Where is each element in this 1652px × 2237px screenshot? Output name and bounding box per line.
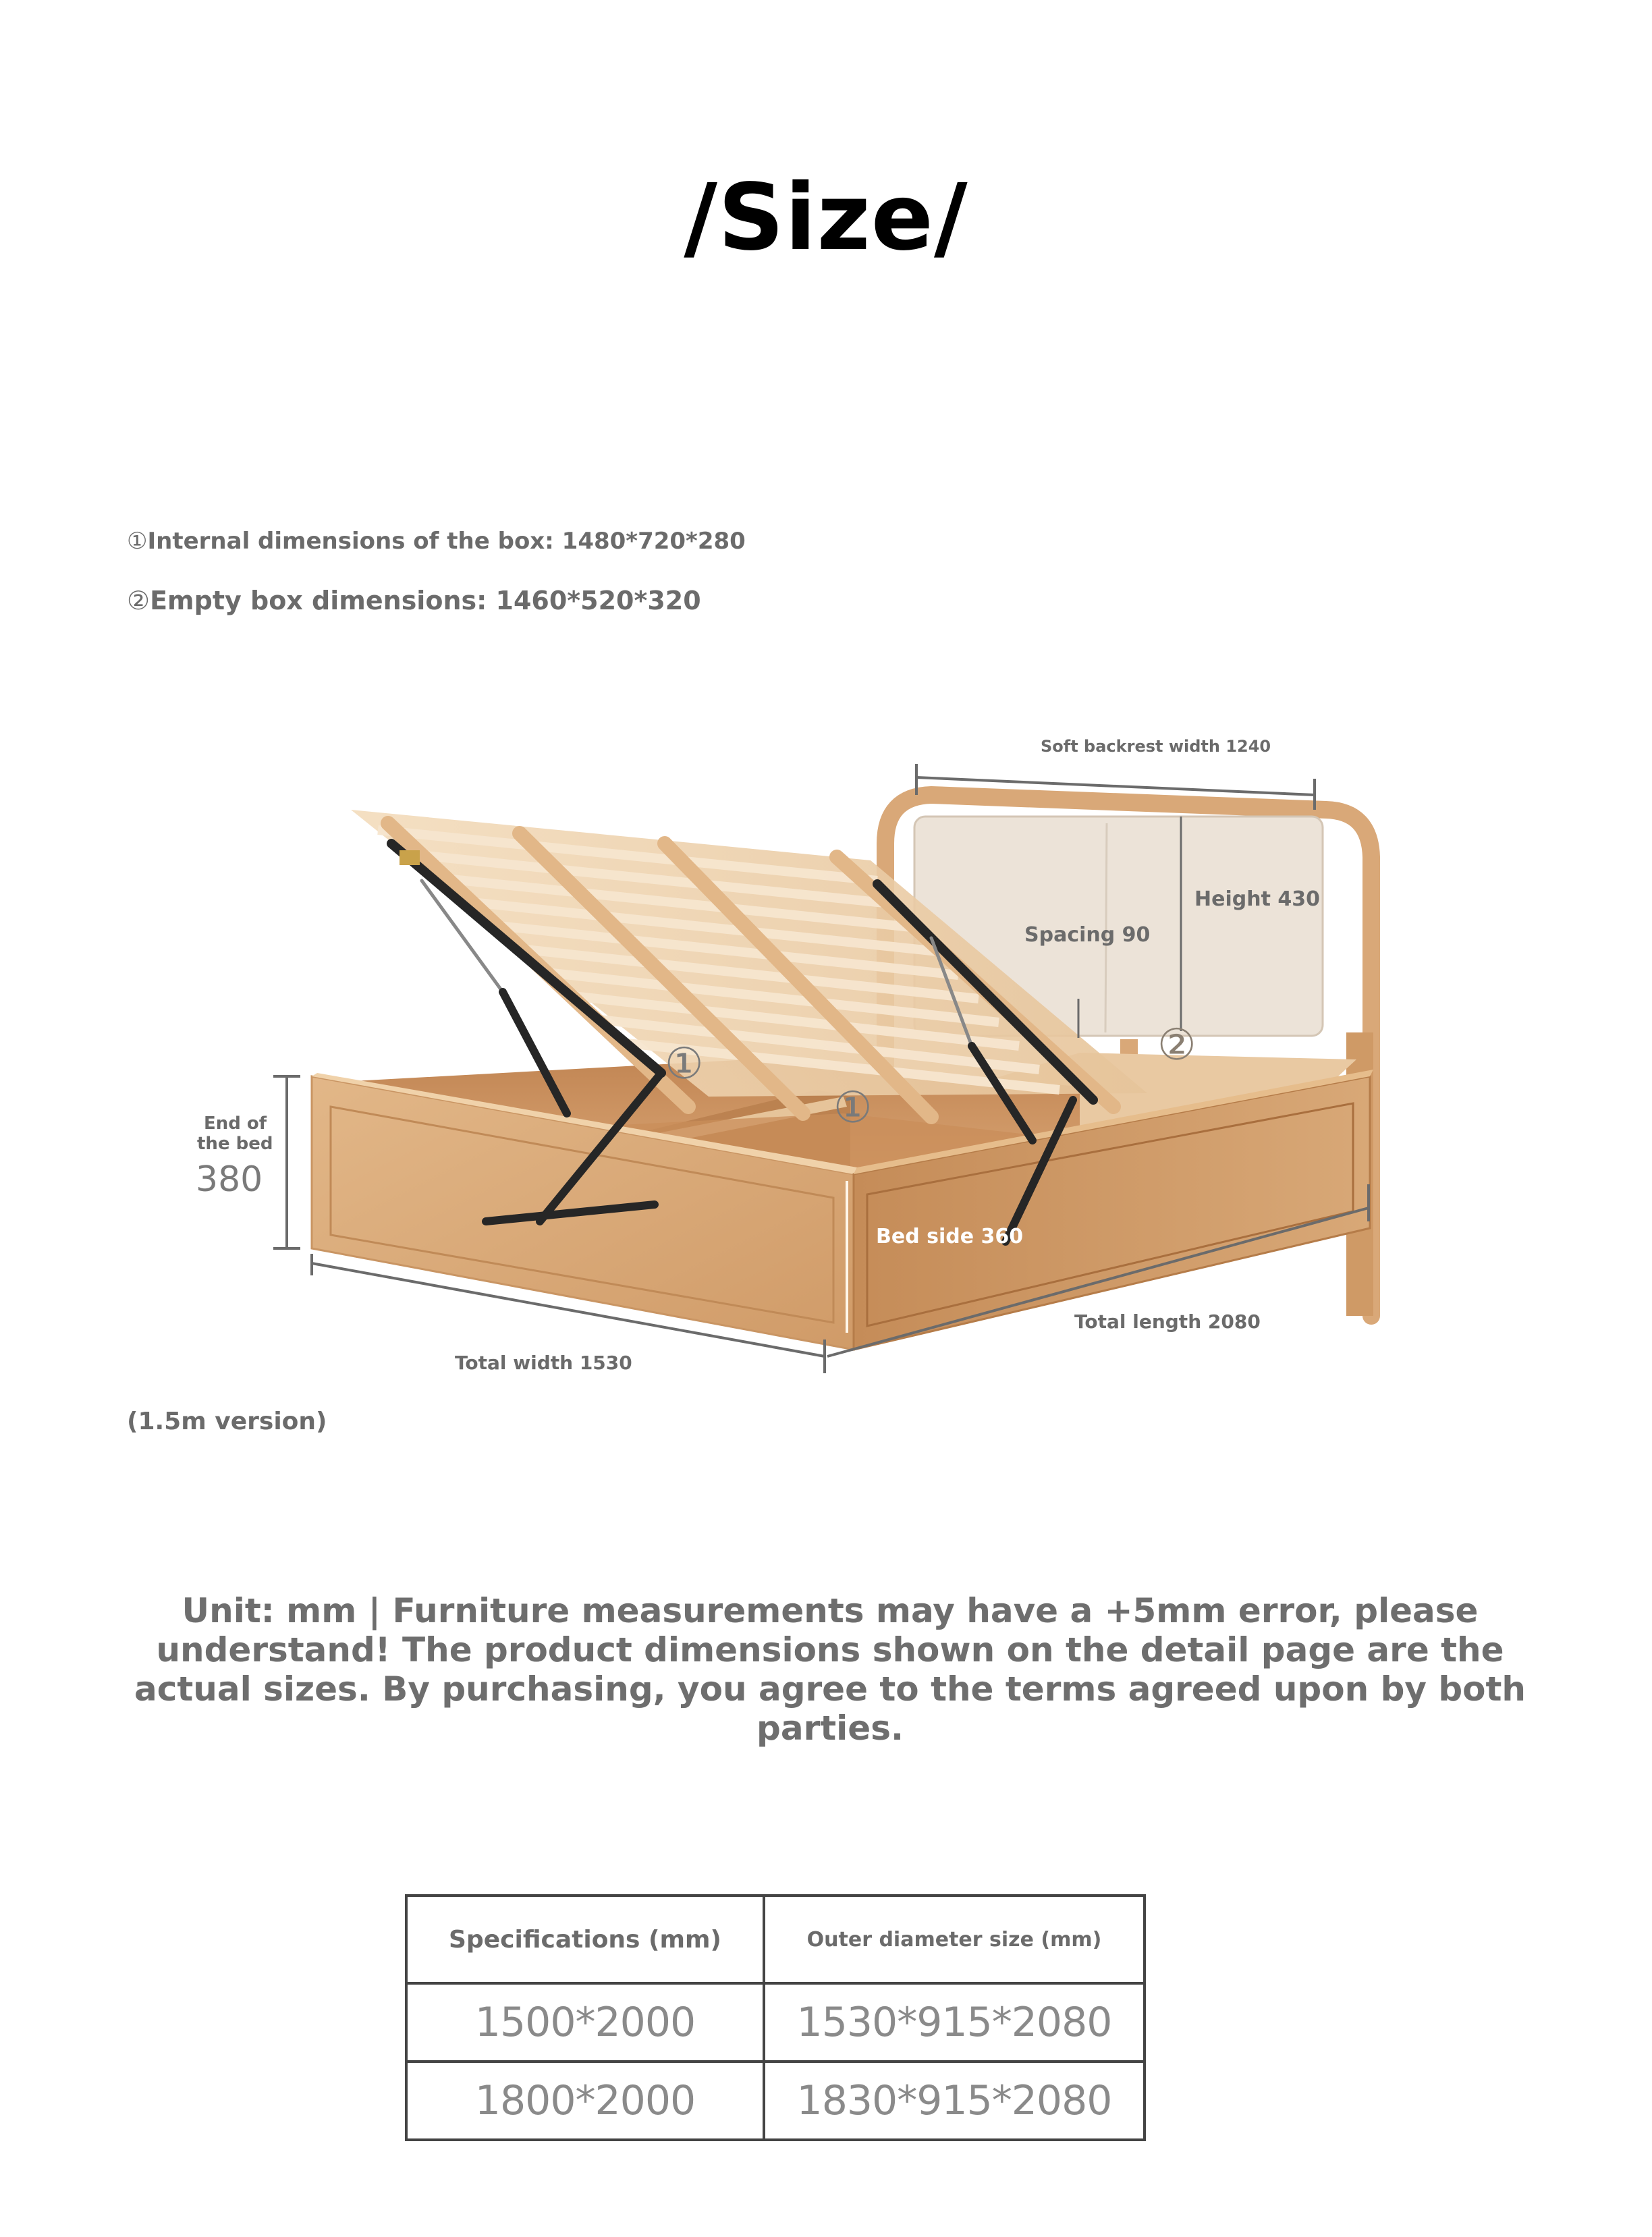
internal-box-dimensions-note	[127, 528, 746, 555]
total-length-label: Total length 2080	[1074, 1310, 1261, 1333]
spec-table	[405, 1894, 1146, 2141]
version-note: (1.5m version)	[127, 1408, 327, 1435]
box2-marker: ②	[1157, 1020, 1196, 1070]
spacing-label: Spacing 90	[1024, 923, 1151, 947]
outer-size-cell: 1830*915*2080	[764, 2062, 1145, 2140]
box1-marker-a: ①	[665, 1039, 704, 1089]
total-width-label: Total width 1530	[455, 1352, 632, 1374]
spec-cell: 1800*2000	[406, 2062, 764, 2140]
end-of-bed-label-line2: the bed	[197, 1134, 273, 1154]
internal-box-dimensions-text: Internal dimensions of the box: 1480*720*280	[147, 528, 746, 555]
empty-box-dimensions-text: Empty box dimensions: 1460*520*320	[150, 586, 701, 615]
headboard-height-label: Height 430	[1194, 887, 1320, 911]
spec-header-specifications: Specifications (mm)	[406, 1896, 764, 1983]
end-of-bed-value: 380	[196, 1159, 263, 1200]
bed-illustration	[0, 709, 1652, 1417]
measurement-disclaimer: Unit: mm | Furniture measurements may have a +5mm error, please understand! The product dimensions shown on the detail page are the actual sizes. By purchasing, you agree to the terms agreed upon by both parties.	[134, 1591, 1526, 1748]
spec-cell: 1500*2000	[406, 1983, 764, 2062]
bed-side-label: Bed side 360	[876, 1225, 1024, 1248]
page-title: /Size/	[684, 165, 968, 271]
bed-dimension-diagram	[0, 709, 1652, 1417]
table-row	[406, 2062, 1145, 2140]
marker-2: ②	[127, 586, 150, 615]
box1-marker-b: ①	[833, 1083, 873, 1133]
outer-size-cell: 1530*915*2080	[764, 1983, 1145, 2062]
end-of-bed-label-line1: End of	[204, 1113, 267, 1134]
table-row	[406, 1983, 1145, 2062]
spec-header-outer-size: Outer diameter size (mm)	[764, 1896, 1145, 1983]
backrest-width-label: Soft backrest width 1240	[1041, 737, 1271, 756]
marker-1: ①	[127, 528, 148, 555]
spec-table-header-row	[406, 1896, 1145, 1983]
empty-box-dimensions-note	[127, 586, 701, 615]
